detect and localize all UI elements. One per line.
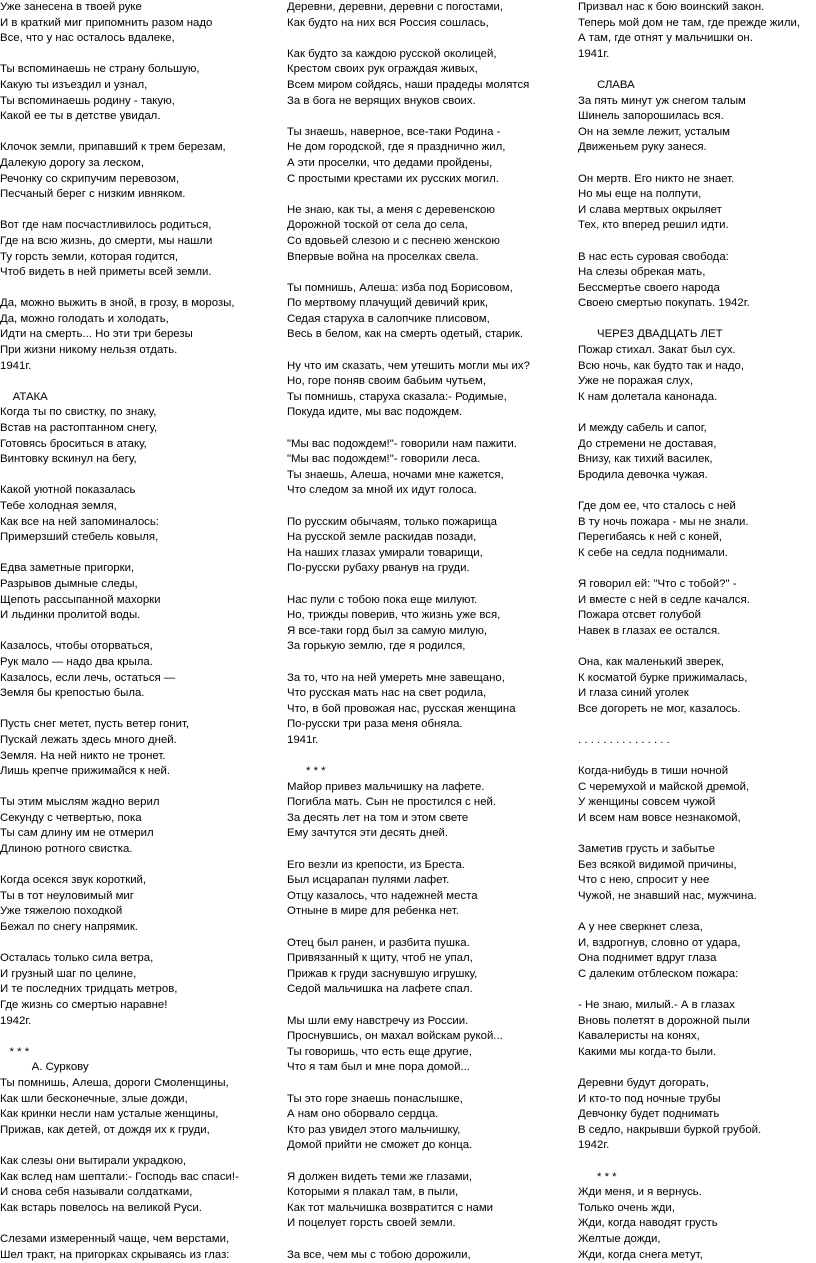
poem-line: 1942г. [0, 1014, 239, 1030]
poem-line: Дорожной тоской от села до села, [287, 218, 530, 234]
poem-line [287, 655, 530, 671]
poem-line: Отцу казалось, что надежней места [287, 889, 530, 905]
poem-line: Чтоб видеть в ней приметы всей земли. [0, 265, 239, 281]
poem-line: * * * [0, 1045, 239, 1061]
poem-line: * * * [287, 764, 530, 780]
poem-line: "Мы вас подождем!"- говорили нам пажити. [287, 437, 530, 453]
poem-line [578, 483, 800, 499]
poem-line [287, 998, 530, 1014]
poem-line: Секунду с четвертью, пока [0, 811, 239, 827]
poem-line: Жди меня, и я вернусь. [578, 1185, 800, 1201]
poem-line: Как встарь повелось на великой Руси. [0, 1201, 239, 1217]
poem-line: Песчаный берег с низким ивняком. [0, 187, 239, 203]
poem-line: Которыми я плакал там, в пыли, [287, 1185, 530, 1201]
poem-line: Отец был ранен, и разбита пушка. [287, 936, 530, 952]
poem-line: С далеким отблеском пожара: [578, 967, 800, 983]
poem-line [0, 468, 239, 484]
poem-line: Но мы еще на полпути, [578, 187, 800, 203]
poem-line: Вновь полетят в дорожной пыли [578, 1014, 800, 1030]
poem-line: Когда-нибудь в тиши ночной [578, 764, 800, 780]
poem-line: Призвал нас к бою воинский закон. [578, 0, 800, 16]
poem-line: Жди, когда наводят грусть [578, 1216, 800, 1232]
poem-line: А у нее сверкнет слеза, [578, 920, 800, 936]
poem-line: Я все-таки горд был за самую милую, [287, 624, 530, 640]
poem-line: Уже тяжелою походкой [0, 904, 239, 920]
poem-line: Какой уютной показалась [0, 483, 239, 499]
poem-line: Что русская мать нас на свет родила, [287, 686, 530, 702]
poem-line: Кавалеристы на конях, [578, 1029, 800, 1045]
poem-line: За в бога не верящих внуков своих. [287, 94, 530, 110]
poem-line: Где жизнь со смертью наравне! [0, 998, 239, 1014]
poem-line: Какую ты изъездил и узнал, [0, 78, 239, 94]
poem-line: Ту горсть земли, которая годится, [0, 250, 239, 266]
poem-line: За десять лет на том и этом свете [287, 811, 530, 827]
poem-line: Покуда идите, мы вас подождем. [287, 405, 530, 421]
poem-line: Его везли из крепости, из Бреста. [287, 858, 530, 874]
text-column-2 [287, 0, 530, 1263]
poem-line [578, 1154, 800, 1170]
poem-line [0, 203, 239, 219]
poem-line: За все, чем мы с тобою дорожили, [287, 1248, 530, 1263]
poem-line [578, 904, 800, 920]
poem-line: Как кринки несли нам усталые женщины, [0, 1107, 239, 1123]
poem-line: Разрывов дымные следы, [0, 577, 239, 593]
text-column-1 [0, 0, 239, 1263]
poem-line: Прижав, как детей, от дождя их к груди, [0, 1123, 239, 1139]
poem-line [287, 31, 530, 47]
poem-line: 1941г. [0, 359, 239, 375]
poem-line: АТАКА [0, 390, 239, 406]
poem-line: Вот где нам посчастливилось родиться, [0, 218, 239, 234]
poem-line: Как вслед нам шептали:- Господь вас спаси!- [0, 1170, 239, 1186]
poem-line: Теперь мой дом не там, где прежде жили, [578, 16, 800, 32]
poem-line: На слезы обрекая мать, [578, 265, 800, 281]
poem-line: 1941г. [287, 733, 530, 749]
poem-line [578, 561, 800, 577]
poem-line [578, 982, 800, 998]
poem-line: Какой ее ты в детстве увидал. [0, 109, 239, 125]
poem-line: Щепоть рассыпанной махорки [0, 593, 239, 609]
poem-line: Ты говоришь, что есть еще другие, [287, 1045, 530, 1061]
poem-line: Но, горе поняв своим бабьим чутьем, [287, 374, 530, 390]
poem-line: А нам оно оборвало сердца. [287, 1107, 530, 1123]
poem-line [287, 749, 530, 765]
poem-line [0, 546, 239, 562]
poem-line: Со вдовьей слезою и с песнею женскою [287, 234, 530, 250]
poem-line [0, 936, 239, 952]
poem-line: И грузный шаг по целине, [0, 967, 239, 983]
poem-line: 1941г. [578, 47, 800, 63]
poem-line: По-русски три раза меня обняла. [287, 717, 530, 733]
poem-line [0, 374, 239, 390]
poem-line: Ты вспоминаешь не страну большую, [0, 62, 239, 78]
poem-line: И те последних тридцать метров, [0, 982, 239, 998]
poem-line: На наших глазах умирали товарищи, [287, 546, 530, 562]
poem-line: Бессмертье своего народа [578, 281, 800, 297]
poem-line: Казалось, если лечь, остаться — [0, 671, 239, 687]
poem-line: Всю ночь, как будто так и надо, [578, 359, 800, 375]
poem-line: И вместе с ней в седле качался. [578, 593, 800, 609]
poem-line: Что я там был и мне пора домой... [287, 1060, 530, 1076]
poem-line: Я говорил ей: "Что с тобой?" - [578, 577, 800, 593]
poem-line: Уже занесена в твоей руке [0, 0, 239, 16]
poem-line [287, 343, 530, 359]
poem-line: Все, что у нас осталось вдалеке, [0, 31, 239, 47]
poem-line [287, 842, 530, 858]
poem-line [0, 780, 239, 796]
poem-line: Как тот мальчишка возвратится с нами [287, 1201, 530, 1217]
poem-line: В ту ночь пожара - мы не знали. [578, 515, 800, 531]
poem-line [578, 312, 800, 328]
poem-line: Пусть снег метет, пусть ветер гонит, [0, 717, 239, 733]
poem-line: За то, что на ней умереть мне завещано, [287, 671, 530, 687]
poem-line [287, 1232, 530, 1248]
poem-line: Винтовку вскинул на бегу, [0, 452, 239, 468]
poem-line [578, 234, 800, 250]
poem-line: За горькую землю, где я родился, [287, 639, 530, 655]
poem-line: Бежал по снегу напрямик. [0, 920, 239, 936]
poem-line: На русской земле раскидав позади, [287, 530, 530, 546]
poem-line: Когда ты по свистку, по знаку, [0, 405, 239, 421]
poem-line: Он мертв. Его никто не знает. [578, 172, 800, 188]
poem-line: Чужой, не знавший нас, мужчина. [578, 889, 800, 905]
poem-line: Движеньем руку занеся. [578, 140, 800, 156]
poem-line: Земля бы крепостью была. [0, 686, 239, 702]
poem-line: Деревни будут догорать, [578, 1076, 800, 1092]
poem-line: Заметив грусть и забытье [578, 842, 800, 858]
poem-line: Ну что им сказать, чем утешить могли мы их? [287, 359, 530, 375]
poem-line: Нас пули с тобою пока еще милуют. [287, 593, 530, 609]
poem-line: И льдинки пролитой воды. [0, 608, 239, 624]
poem-line: Примерзший стебель ковыля, [0, 530, 239, 546]
poem-line: Пускай лежать здесь много дней. [0, 733, 239, 749]
poem-line [287, 577, 530, 593]
poem-line: Тебе холодная земля, [0, 499, 239, 515]
poem-line [578, 405, 800, 421]
poem-line: Рук мало — надо два крыла. [0, 655, 239, 671]
poem-line [578, 62, 800, 78]
poem-line: К себе на седла поднимали. [578, 546, 800, 562]
poem-line [0, 858, 239, 874]
poem-line: Шинель запорошилась вся. [578, 109, 800, 125]
poem-line [0, 1138, 239, 1154]
poem-line [578, 1060, 800, 1076]
poem-line: Впервые война на проселках свела. [287, 250, 530, 266]
poem-line [287, 1154, 530, 1170]
poem-line: И, вздрогнув, словно от удара, [578, 936, 800, 952]
poem-line: Девчонку будет поднимать [578, 1107, 800, 1123]
poem-line: Перегибаясь к ней с коней, [578, 530, 800, 546]
poem-line [0, 1029, 239, 1045]
poem-line: Жди, когда снега метут, [578, 1248, 800, 1263]
poem-line: И кто-то под ночные трубы [578, 1092, 800, 1108]
poem-line: Осталась только сила ветра, [0, 951, 239, 967]
poem-line [0, 624, 239, 640]
poem-line [0, 281, 239, 297]
poem-line: Весь в белом, как на смерть одетый, старик. [287, 327, 530, 343]
poem-line: * * * [578, 1170, 800, 1186]
poem-line: Домой прийти не сможет до конца. [287, 1138, 530, 1154]
poem-line: А эти проселки, что дедами пройдены, [287, 156, 530, 172]
poem-line [287, 265, 530, 281]
poem-line [0, 125, 239, 141]
poem-line: Да, можно голодать и холодать, [0, 312, 239, 328]
poem-line: Длиною ротного свистка. [0, 842, 239, 858]
poem-line: Ты знаешь, наверное, все-таки Родина - [287, 125, 530, 141]
poem-line [578, 749, 800, 765]
poem-line: Едва заметные пригорки, [0, 561, 239, 577]
poem-line [287, 187, 530, 203]
poem-line: А там, где отнят у мальчишки он. [578, 31, 800, 47]
poem-line: По мертвому плачущий девичий крик, [287, 296, 530, 312]
poem-line: Пожар стихал. Закат был сух. [578, 343, 800, 359]
poem-line [0, 1216, 239, 1232]
poem-line: Ему зачтутся эти десять дней. [287, 826, 530, 842]
poem-line: Он на земле лежит, усталым [578, 125, 800, 141]
poem-line: И снова себя называли солдатками, [0, 1185, 239, 1201]
poem-line: Ты помнишь, Алеша, дороги Смоленщины, [0, 1076, 239, 1092]
poem-line: Как слезы они вытирали украдкою, [0, 1154, 239, 1170]
poem-line: Что, в бой провожая нас, русская женщина [287, 702, 530, 718]
poem-line: Ты вспоминаешь родину - такую, [0, 94, 239, 110]
poem-line [578, 717, 800, 733]
poem-line [287, 109, 530, 125]
poem-line: Погибла мать. Сын не простился с ней. [287, 795, 530, 811]
poem-line: Проснувшись, он махал войскам рукой... [287, 1029, 530, 1045]
poem-line: Как шли бесконечные, злые дожди, [0, 1092, 239, 1108]
poem-line: К косматой бурке прижималась, [578, 671, 800, 687]
poem-line: Своею смертью покупать. 1942г. [578, 296, 800, 312]
poem-line: Как все на ней запоминалось: [0, 515, 239, 531]
poem-line: И слава мертвых окрыляет [578, 203, 800, 219]
poem-line: Ты помнишь, Алеша: изба под Борисовом, [287, 281, 530, 297]
poem-line: До стремени не доставая, [578, 437, 800, 453]
poem-line: Но, трижды поверив, что жизнь уже вся, [287, 608, 530, 624]
poem-line: И между сабель и сапог, [578, 421, 800, 437]
poem-line: В нас есть суровая свобода: [578, 250, 800, 266]
poem-line [0, 702, 239, 718]
poem-line: Ты это горе знаешь понаслышке, [287, 1092, 530, 1108]
poem-line: Бродила девочка чужая. [578, 468, 800, 484]
poem-line: А. Суркову [0, 1060, 239, 1076]
poem-line: Всем миром сойдясь, наши прадеды молятся [287, 78, 530, 94]
poem-line: "Мы вас подождем!"- говорили леса. [287, 452, 530, 468]
poem-line: Шел тракт, на пригорках скрываясь из глаз: [0, 1248, 239, 1263]
poem-line: Речонку со скрипучим перевозом, [0, 172, 239, 188]
poem-line: Майор привез мальчишку на лафете. [287, 780, 530, 796]
poem-line: Лишь крепче прижимайся к ней. [0, 764, 239, 780]
poem-line: Ты сам длину им не отмерил [0, 826, 239, 842]
poem-line: Седая старуха в салопчике плисовом, [287, 312, 530, 328]
poem-line: Что следом за мной их идут голоса. [287, 483, 530, 499]
poem-line [578, 156, 800, 172]
poem-line: Слезами измеренный чаще, чем верстами, [0, 1232, 239, 1248]
poem-line: И поцелует горсть своей земли. [287, 1216, 530, 1232]
poem-line: Все догореть не мог, казалось. [578, 702, 800, 718]
poem-line: Ты помнишь, старуха сказала:- Родимые, [287, 390, 530, 406]
poem-line: Прижав к груди заснувшую игрушку, [287, 967, 530, 983]
poem-line: Ты этим мыслям жадно верил [0, 795, 239, 811]
poem-line: Кто раз увидел этого мальчишку, [287, 1123, 530, 1139]
poem-line: Я должен видеть теми же глазами, [287, 1170, 530, 1186]
poem-line: С простыми крестами их русских могил. [287, 172, 530, 188]
poem-line: И глаза синий уголек [578, 686, 800, 702]
poem-line: Был исцарапан пулями лафет. [287, 873, 530, 889]
poem-line: СЛАВА [578, 78, 800, 94]
poem-line: По-русски рубаху рванув на груди. [287, 561, 530, 577]
poem-line: У женщины совсем чужой [578, 795, 800, 811]
poem-line: Какими мы когда-то были. [578, 1045, 800, 1061]
poem-line: По русским обычаям, только пожарища [287, 515, 530, 531]
poem-line: За пять минут уж снегом талым [578, 94, 800, 110]
poem-line: . . . . . . . . . . . . . . . [578, 733, 800, 749]
poem-line: И в краткий миг припомнить разом надо [0, 16, 239, 32]
poem-line: При жизни никому нельзя отдать. [0, 343, 239, 359]
poem-line: Деревни, деревни, деревни с погостами, [287, 0, 530, 16]
poem-line: Казалось, чтобы оторваться, [0, 639, 239, 655]
poem-line: Мы шли ему навстречу из России. [287, 1014, 530, 1030]
poem-line: Она поднимет вдруг глаза [578, 951, 800, 967]
poem-line: Она, как маленький зверек, [578, 655, 800, 671]
poem-line [287, 421, 530, 437]
poem-line: Не знаю, как ты, а меня с деревенскою [287, 203, 530, 219]
poem-line: С черемухой и майской дремой, [578, 780, 800, 796]
poem-line [287, 499, 530, 515]
poem-line [0, 47, 239, 63]
poem-line: Ты в тот неуловимый миг [0, 889, 239, 905]
poem-line: Навек в глазах ее остался. [578, 624, 800, 640]
poem-line: Ты знаешь, Алеша, ночами мне кажется, [287, 468, 530, 484]
poem-line: Клочок земли, припавший к трем березам, [0, 140, 239, 156]
poem-line: - Не знаю, милый.- А в глазах [578, 998, 800, 1014]
poem-line: В седло, накрывши буркой грубой. [578, 1123, 800, 1139]
poem-line: Пожара отсвет голубой [578, 608, 800, 624]
poem-line: Желтые дожди, [578, 1232, 800, 1248]
poem-line [578, 639, 800, 655]
poem-line [287, 920, 530, 936]
poem-line: Как будто за каждою русской околицей, [287, 47, 530, 63]
poem-line: ЧЕРЕЗ ДВАДЦАТЬ ЛЕТ [578, 327, 800, 343]
poem-line: Готовясь броситься в атаку, [0, 437, 239, 453]
poem-line: Где дом ее, что сталось с ней [578, 499, 800, 515]
poem-line [287, 1076, 530, 1092]
poem-line: Привязанный к щиту, чтоб не упал, [287, 951, 530, 967]
poem-line: Без всякой видимой причины, [578, 858, 800, 874]
poem-line: Внизу, как тихий василек, [578, 452, 800, 468]
poem-line [578, 826, 800, 842]
poem-line: Отныне в мире для ребенка нет. [287, 904, 530, 920]
poem-line: 1942г. [578, 1138, 800, 1154]
poem-line: Как будто на них вся Россия сошлась, [287, 16, 530, 32]
poem-line: Крестом своих рук ограждая живых, [287, 62, 530, 78]
poem-line: Да, можно выжить в зной, в грозу, в морозы, [0, 296, 239, 312]
poem-line: Не дом городской, где я празднично жил, [287, 140, 530, 156]
poem-line: Седой мальчишка на лафете спал. [287, 982, 530, 998]
poem-line: Идти на смерть... Но эти три березы [0, 327, 239, 343]
poem-line: Уже не поражая слух, [578, 374, 800, 390]
poem-line: Земля. На ней никто не тронет. [0, 749, 239, 765]
poem-line: Далекую дорогу за леском, [0, 156, 239, 172]
text-column-3 [578, 0, 800, 1263]
poem-line: Тех, кто вперед решил идти. [578, 218, 800, 234]
poem-line: Что с нею, спросит у нее [578, 873, 800, 889]
poem-line: Где на всю жизнь, до смерти, мы нашли [0, 234, 239, 250]
poem-line: К нам долетала канонада. [578, 390, 800, 406]
poem-line: Встав на растоптанном снегу, [0, 421, 239, 437]
poem-line: Когда осекся звук короткий, [0, 873, 239, 889]
poem-line: И всем нам вовсе незнакомой, [578, 811, 800, 827]
poem-line: Только очень жди, [578, 1201, 800, 1217]
